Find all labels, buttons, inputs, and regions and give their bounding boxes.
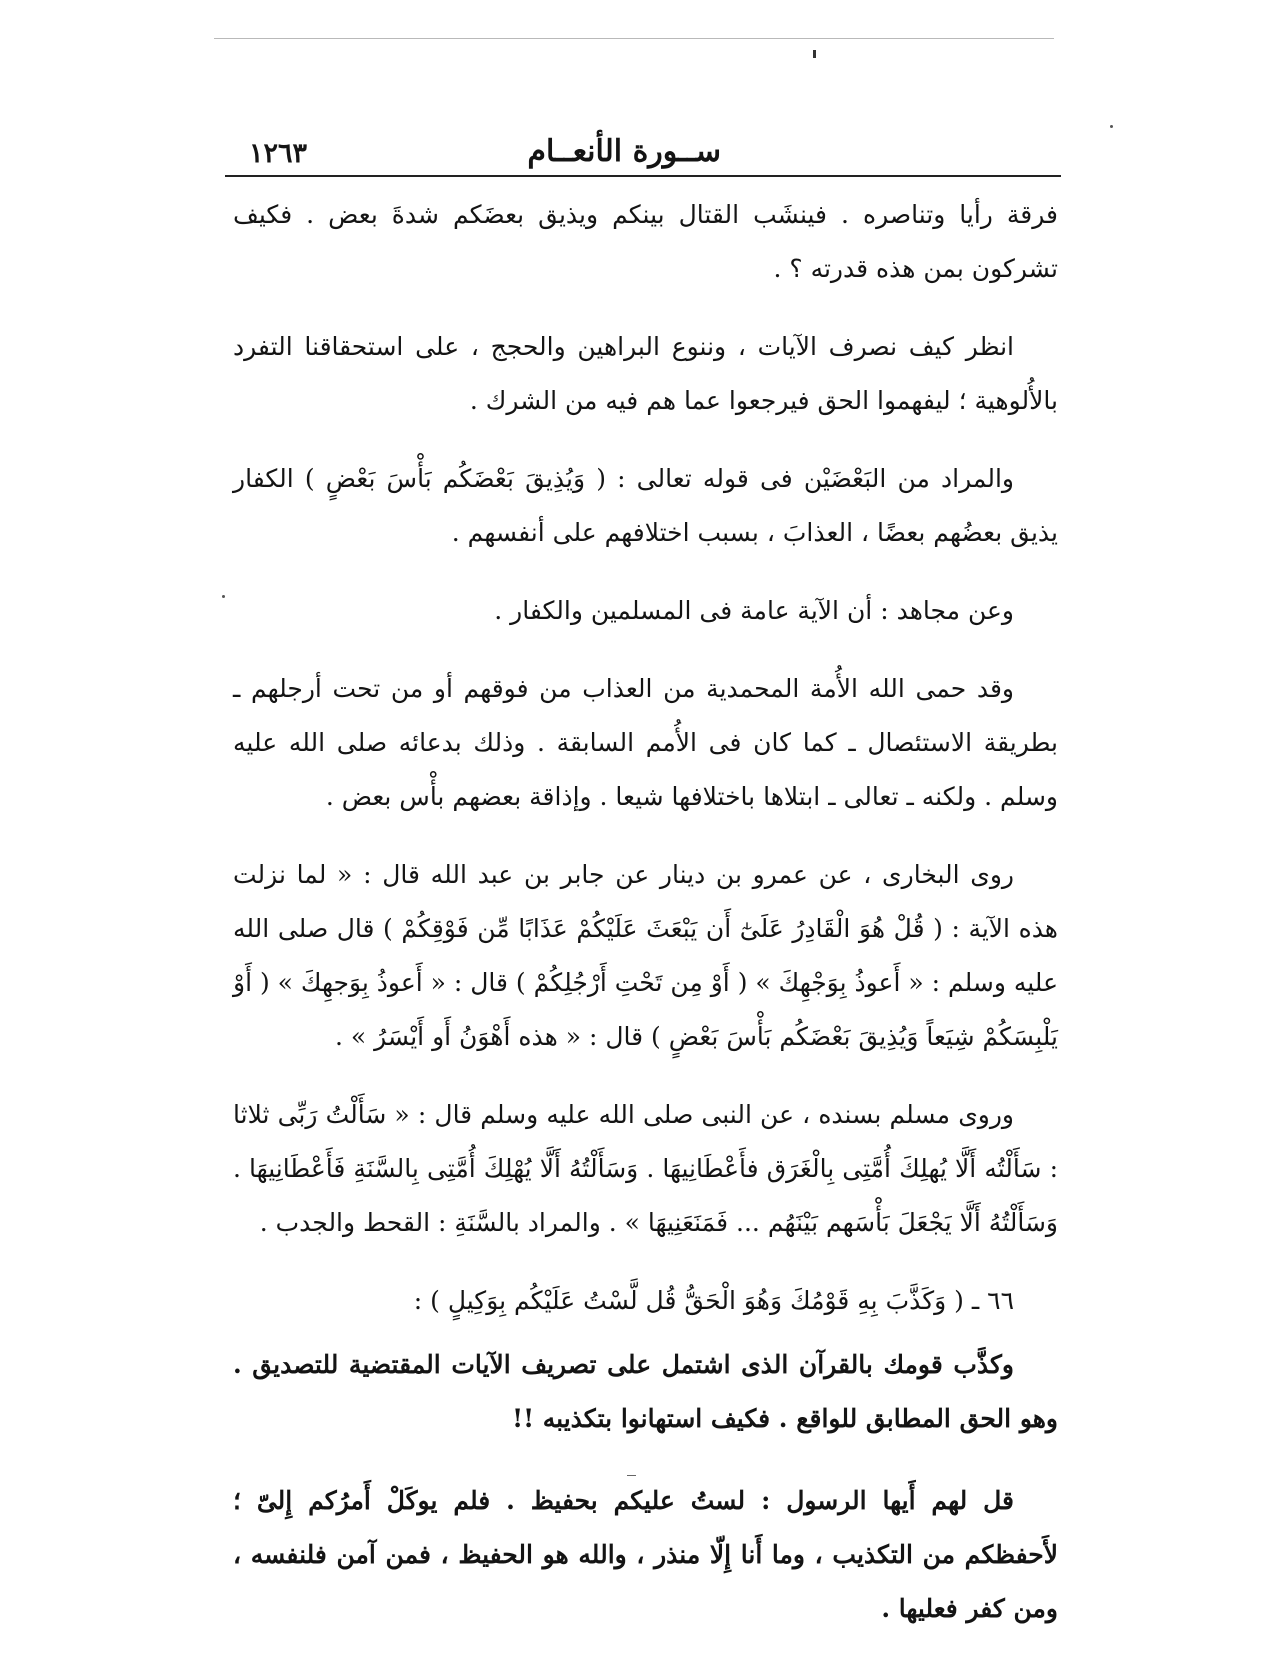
scan-speck <box>222 595 225 598</box>
paragraph-continuation: فرقة رأيا وتناصره . فينشَب القتال بينكم ويذيق بعضَكم شدةَ بعض . فكيف تشركون بمن هذه قدرته ؟ . <box>233 200 1058 283</box>
paragraph-muslim-hadith: وروى مسلم بسنده ، عن النبى صلى الله عليه وسلم قال : « سَأَلْتُ رَبِّى ثلاثا : سَأَلْتُه أَلَّا يُهلِكَ أُمَّتِى بِالْغَرَق فأَعْطَانِيهَا . وَسَأَلْتُهُ أَلَّا يُهْلِكَ أُمَّتِى بِالسَّنَةِ فَأَعْطَانِيهَا . وَسَأَلْتُهُ أَلَّا يَجْعَلَ بَأْسَهم بَيْنَهُم ... فَمَنَعَنِيهَا » . والمراد بالسَّنَةِ : القحط والجدب . <box>233 1100 1058 1237</box>
scan-speck <box>1110 125 1113 128</box>
page-number: ١٢٦٣ <box>249 138 308 169</box>
scan-mark <box>813 50 816 58</box>
surah-title: ســورة الأنعــام <box>527 134 721 169</box>
body-text <box>233 188 1058 1660</box>
paragraph-messenger: قل لهم أَيها الرسول : لستُ عليكم بحفيظ . فلم يوكَلْ أَمرُكم إِلىّ ؛ لأَحفظكم من التكذيب ، وما أَنا إِلّا منذر ، والله هو الحفيظ ، فمن آمن فلنفسه ، ومن كفر فعليها . <box>233 1486 1058 1623</box>
paragraph-meaning: والمراد من البَعْضَيْن فى قوله تعالى : ( وَيُذِيقَ بَعْضَكُم بَأْسَ بَعْضٍ ) الكفار يذيق بعضُهم بعضًا ، العذابَ ، بسبب اختلافهم على أنفسهم . <box>233 464 1058 547</box>
verse-66: ٦٦ ـ ( وَكَذَّبَ بِهِ قَوْمُكَ وَهُوَ الْحَقُّ قُل لَّسْتُ عَلَيْكُم بِوَكِيلٍ ) : <box>413 1286 1014 1315</box>
bottom-scan-mark <box>627 1475 636 1476</box>
paragraph-protection: وقد حمى الله الأُمة المحمدية من العذاب من فوقهم أو من تحت أرجلهم ـ بطريقة الاستئصال ـ كما كان فى الأُمم السابقة . وذلك بدعائه صلى الله عليه وسلم . ولكنه ـ تعالى ـ ابتلاها باختلافها شيعا . وإذاقة بعضهم بأْس بعض . <box>233 674 1058 811</box>
paragraph-signs: انظر كيف نصرف الآيات ، وننوع البراهين والحجج ، على استحقاقنا التفرد بالأُلوهية ؛ ليفهموا الحق فيرجعوا عما هم فيه من الشرك . <box>233 332 1058 415</box>
top-scan-rule <box>214 38 1054 39</box>
paragraph-bukhari-hadith: روى البخارى ، عن عمرو بن دينار عن جابر بن عبد الله قال : « لما نزلت هذه الآية : ( قُلْ هُوَ الْقَادِرُ عَلَىٰٓ أَن يَبْعَثَ عَلَيْكُمْ عَذَابًا مِّن فَوْقِكُمْ ) قال صلى الله عليه وسلم : « أَعوذُ بِوَجْهِكَ » ( أَوْ مِن تَحْتِ أَرْجُلِكُمْ ) قال : « أَعوذُ بِوَجهِكَ » ( أَوْ يَلْبِسَكُمْ شِيَعاً وَيُذِيقَ بَعْضَكُم بَأْسَ بَعْضٍ ) قال : « هذه أَهْوَنُ أَو أَيْسَرُ » . <box>233 860 1058 1051</box>
paragraph-mujahid: وعن مجاهد : أن الآية عامة فى المسلمين والكفار . <box>494 596 1014 625</box>
paragraph-verse-explanation: وكذَّب قومك بالقرآن الذى اشتمل على تصريف الآيات المقتضية للتصديق . وهو الحق المطابق للواقع . فكيف استهانوا بتكذيبه !! <box>233 1350 1058 1433</box>
page-header <box>225 128 1061 174</box>
header-rule <box>225 175 1061 177</box>
